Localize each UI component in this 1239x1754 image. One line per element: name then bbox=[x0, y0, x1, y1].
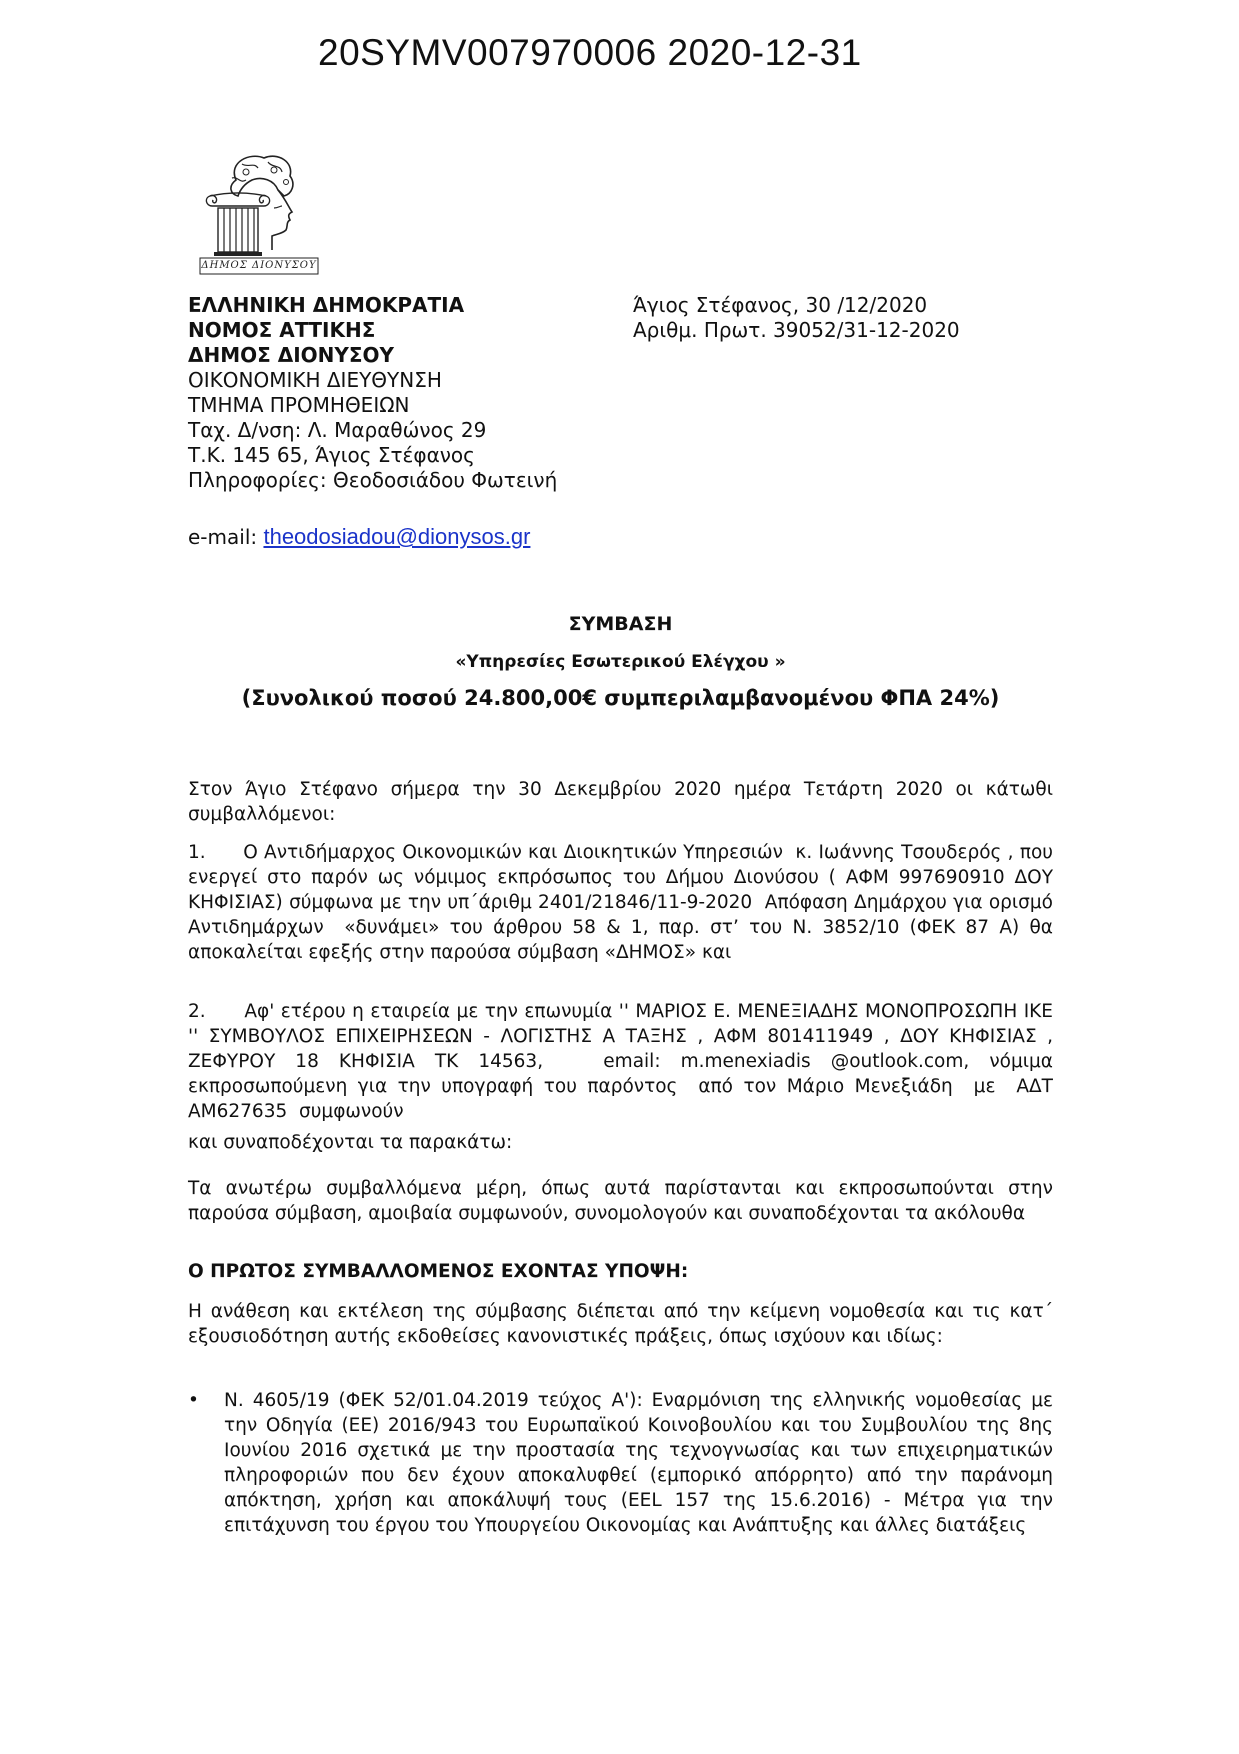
paragraph-intro: Στον Άγιο Στέφανο σήμερα την 30 Δεκεμβρίου 2020 ημέρα Τετάρτη 2020 οι κάτωθι συμβαλλόμενοι: bbox=[188, 779, 1053, 825]
sender-block bbox=[188, 293, 628, 493]
paragraph-party-2: 2. Αφ' ετέρου η εταιρεία με την επωνυμία '' ΜΑΡΙΟΣ Ε. ΜΕΝΕΞΙΑΔΗΣ ΜΟΝΟΠΡΟΣΩΠΗ ΙΚΕ '' ΣΥΜΒΟΥΛΟΣ ΕΠΙΧΕΙΡΗΣΕΩΝ - ΛΟΓΙΣΤΗΣ Α ΤΑΞΗΣ , ΑΦΜ 801411949 , ΔΟΥ ΚΗΦΙΣΙΑΣ , ΖΕΦΥΡΟΥ 18 ΚΗΦΙΣΙΑ ΤΚ 14563, email: m.menexiadis @outlook.com, νόμιμα εκπροσωπούμενη για την υπογραφή του παρόντος από τον Μάριο Μενεξιάδη με ΑΔΤ ΑΜ627635 συμφωνούν bbox=[188, 1001, 1077, 1122]
paragraph-accept: και συναποδέχονται τα παρακάτω: bbox=[188, 1132, 513, 1153]
municipality-logo bbox=[198, 150, 320, 276]
sender-contact: Πληροφορίες: Θεοδοσιάδου Φωτεινή bbox=[188, 468, 558, 492]
bullet-icon: • bbox=[188, 1390, 199, 1411]
place-date: Άγιος Στέφανος, 30 /12/2020 bbox=[633, 293, 928, 317]
email-line bbox=[188, 524, 530, 550]
email-link[interactable]: theodosiadou@dionysos.gr bbox=[263, 524, 531, 549]
sender-directorate: ΟΙΚΟΝΟΜΙΚΗ ΔΙΕΥΘΥΝΣΗ bbox=[188, 368, 442, 392]
sender-postal: Τ.Κ. 145 65, Άγιος Στέφανος bbox=[188, 443, 475, 467]
paragraph-party-1: 1. Ο Αντιδήμαρχος Οικονομικών και Διοικητικών Υπηρεσιών κ. Ιωάννης Τσουδερός , που ενεργεί στο παρόν ως νόμιμος εκπρόσωπος του Δήμου Διονύσου ( ΑΦΜ 997690910 ΔΟΥ ΚΗΦΙΣΙΑΣ) σύμφωνα με την υπ΄άριθμ 2401/21846/11-9-2020 Απόφαση Δημάρχου για ορισμό Αντιδημάρχων «δυνάμει» του άρθρου 58 & 1, παρ. στ’ του Ν. 3852/10 (ΦΕΚ 87 Α) θα αποκαλείται εφεξής στην παρούσα σύμβαση «ΔΗΜΟΣ» και bbox=[188, 842, 1059, 963]
sender-department: ΤΜΗΜΑ ΠΡΟΜΗΘΕΙΩΝ bbox=[188, 393, 410, 417]
paragraph-agreement: Τα ανωτέρω συμβαλλόμενα μέρη, όπως αυτά παρίστανται και εκπροσωπούνται στην παρούσα σύμβαση, αμοιβαία συμφωνούν, συνομολογούν και συναποδέχονται τα ακόλουθα bbox=[188, 1178, 1053, 1224]
sender-address: Ταχ. Δ/νση: Λ. Μαραθώνος 29 bbox=[188, 418, 487, 442]
section-heading: Ο ΠΡΩΤΟΣ ΣΥΜΒΑΛΛΟΜΕΝΟΣ ΕΧΟΝΤΑΣ ΥΠΟΨΗ: bbox=[188, 1261, 689, 1282]
paragraph-legal-basis: Η ανάθεση και εκτέλεση της σύμβασης διέπεται από την κείμενη νομοθεσία και τις κατ΄ εξουσιοδότηση αυτής εκδοθείσες κανονιστικές πράξεις, όπως ισχύουν και ιδίως: bbox=[188, 1301, 1053, 1347]
protocol-number: Αριθμ. Πρωτ. 39052/31-12-2020 bbox=[633, 318, 960, 342]
dimos-dionysou-logo-icon bbox=[198, 150, 320, 276]
logo-caption: ΔΗΜΟΣ ΔΙΟΝΥΣΟΥ bbox=[201, 260, 317, 271]
email-label: e-mail: bbox=[188, 525, 264, 549]
list-item bbox=[188, 1388, 1053, 1538]
document-id: 20SYMV007970006 2020-12-31 bbox=[318, 32, 862, 73]
contract-amount: (Συνολικού ποσού 24.800,00€ συμπεριλαμβανομένου ΦΠΑ 24%) bbox=[241, 686, 1000, 710]
contract-subject: «Υπηρεσίες Εσωτερικού Ελέγχου » bbox=[455, 652, 786, 672]
dateline-block bbox=[633, 293, 1033, 343]
sender-prefecture: ΝΟΜΟΣ ΑΤΤΙΚΗΣ bbox=[188, 318, 376, 342]
list-item-text: Ν. 4605/19 (ΦΕΚ 52/01.04.2019 τεύχος Α'): Εναρμόνιση της ελληνικής νομοθεσίας με την Οδηγία (ΕΕ) 2016/943 του Ευρωπαϊκού Κοινοβουλίου και του Συμβουλίου της 8ης Ιουνίου 2016 σχετικά με την προστασία της τεχνογνωσίας και των επιχειρηματικών πληροφοριών που δεν έχουν αποκαλυφθεί (εμπορικό απόρρητο) από την παράνομη απόκτηση, χρήση και αποκάλυψή τους (EEL 157 της 15.6.2016) - Μέτρα για την επιτάχυνση του έργου του Υπουργείου Οικονομίας και Ανάπτυξης και άλλες διατάξεις bbox=[224, 1390, 1053, 1536]
sender-republic: ΕΛΛΗΝΙΚΗ ΔΗΜΟΚΡΑΤΙΑ bbox=[188, 293, 465, 317]
sender-municipality: ΔΗΜΟΣ ΔΙΟΝΥΣΟΥ bbox=[188, 343, 395, 367]
document-title: ΣΥΜΒΑΣΗ bbox=[568, 613, 673, 635]
